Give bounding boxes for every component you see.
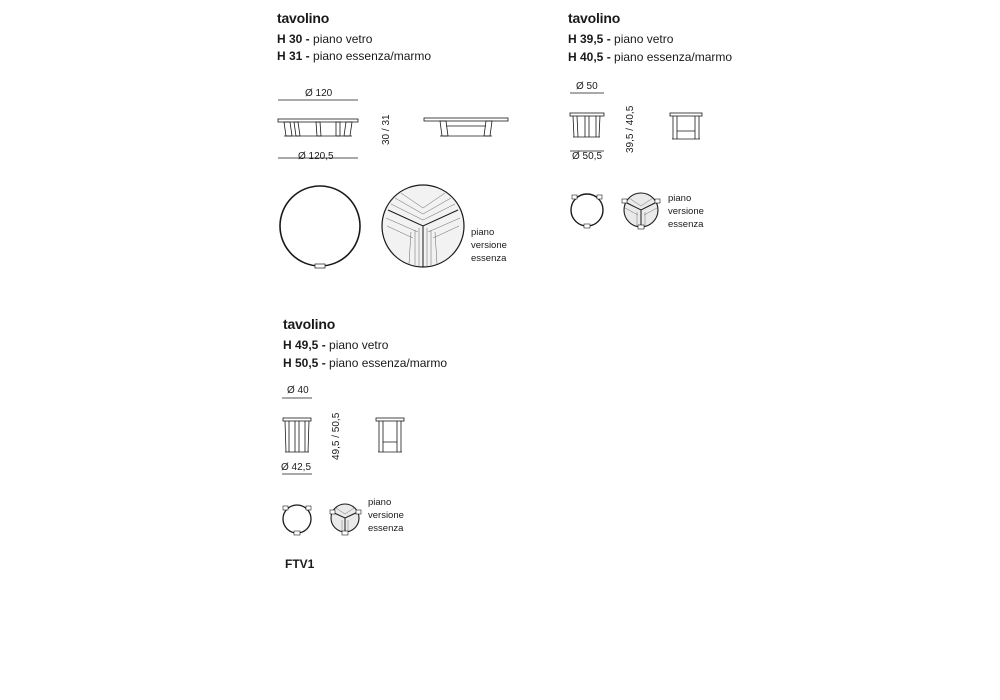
section-1-dim-height: 30 / 31: [381, 114, 392, 145]
section-3-dim-top: Ø 40: [287, 385, 309, 396]
section-1-line-2: H 31 - piano essenza/marmo: [277, 49, 432, 63]
section-2-line-2: H 40,5 - piano essenza/marmo: [568, 50, 733, 64]
table-2-side-view: [668, 113, 704, 143]
table-1-plan-glass: [276, 184, 364, 270]
table-3-side-view: [374, 418, 406, 458]
section-1-title: tavolino: [277, 10, 330, 26]
section-1-dim-top: Ø 120: [305, 88, 333, 99]
table-1-side-view: [422, 116, 512, 140]
table-1-front-view: [274, 98, 364, 158]
section-1-dim-bottom: Ø 120,5: [298, 151, 334, 162]
product-code: FTV1: [285, 557, 315, 571]
section-2-line-1: H 39,5 - piano vetro: [568, 32, 674, 46]
table-2-front-view: [568, 93, 608, 153]
table-3-plan-glass: [280, 502, 316, 538]
section-3-line-1: H 49,5 - piano vetro: [283, 338, 389, 352]
section-3-note: piano versione essenza: [368, 497, 404, 534]
section-3-dim-bottom: Ø 42,5: [281, 462, 312, 473]
section-2-note: piano versione essenza: [668, 193, 704, 230]
section-3-title: tavolino: [283, 316, 336, 332]
section-2-dim-bottom: Ø 50,5: [572, 151, 603, 162]
section-2-dim-top: Ø 50: [576, 81, 598, 92]
section-1-line-1: H 30 - piano vetro: [277, 32, 373, 46]
section-1-note: piano versione essenza: [471, 227, 507, 264]
table-2-plan-wood: [620, 192, 664, 232]
table-3-plan-wood: [328, 502, 364, 538]
section-2-dim-height: 39,5 / 40,5: [625, 105, 636, 153]
table-3-front-view: [280, 398, 316, 478]
section-2-title: tavolino: [568, 10, 621, 26]
section-3-line-2: H 50,5 - piano essenza/marmo: [283, 356, 448, 370]
table-2-plan-glass: [568, 192, 608, 232]
table-1-plan-wood: [378, 182, 468, 272]
section-3-dim-height: 49,5 / 50,5: [331, 412, 342, 460]
